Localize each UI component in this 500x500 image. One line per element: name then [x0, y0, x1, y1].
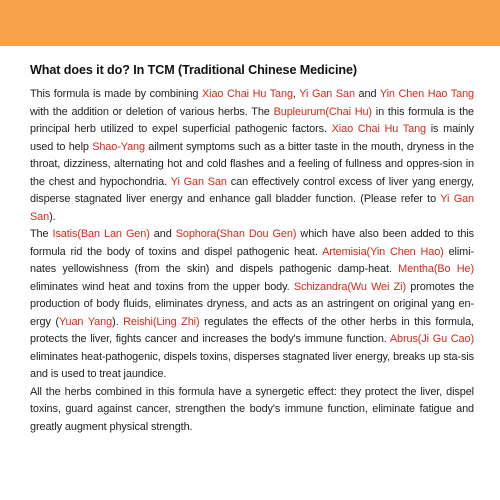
paragraph-text: This formula is made by combining — [30, 88, 202, 100]
herb-term: Artemisia(Yin Chen Hao) — [322, 245, 444, 258]
paragraph-text: eliminates wind heat and toxins from the upper body. — [30, 280, 294, 293]
herb-term: Isatis(Ban Lan Gen) — [52, 228, 150, 240]
herb-term: Yi Gan San — [299, 88, 355, 100]
paragraph — [30, 86, 474, 226]
herb-term: Shao-Yang — [92, 140, 145, 153]
paragraph — [30, 226, 474, 384]
herb-term: Yi Gan San — [30, 193, 474, 223]
herb-term: Xiao Chai Hu Tang — [331, 123, 426, 135]
herb-term: Sophora(Shan Dou Gen) — [175, 228, 297, 240]
paragraph-text: ). — [112, 315, 124, 328]
top-banner — [0, 0, 500, 46]
herb-term: Yin Chen Hao Tang — [379, 88, 474, 100]
herb-term: Bupleurum(Chai Hu) — [273, 105, 372, 118]
herb-term: Yuan Yang — [58, 315, 113, 328]
herb-term: Abrus(Ji Gu Cao) — [389, 333, 474, 345]
article — [30, 63, 474, 436]
paragraph-text: which have also been added to this formula rid the body of toxins and dispel pathogenic heat. — [30, 228, 474, 258]
paragraph-text: is mainly used to help — [30, 123, 474, 153]
paragraph-text: ailment symptoms such as a bitter taste in the mouth, dryness in the throat, dizziness, alternating hot and cold flashes and a feeling of fullness and oppres-sion in the chest and hypochondria. — [30, 140, 474, 188]
paragraph-text: with the addition or deletion of various herbs. The — [30, 105, 274, 118]
article-heading: What does it do? In TCM (Traditional Chinese Medicine) — [30, 63, 357, 77]
paragraph-text: elimi-nates yellowishness (from the skin) and dispels pathogenic damp-heat. — [30, 245, 474, 275]
herb-term: Reishi(Ling Zhi) — [123, 315, 200, 328]
paragraph-text: and — [354, 88, 380, 100]
herb-term: Mentha(Bo He) — [398, 263, 474, 275]
paragraph-text: All the herbs combined in this formula have a synergetic effect: they protect the liver, dispel toxins, guard against cancer, strengthen the body's immune function, eliminate fatigue and greatly augment physical strength. — [30, 385, 474, 433]
article-body — [30, 86, 474, 436]
paragraph — [30, 384, 474, 437]
paragraph-text: ). — [49, 210, 56, 223]
paragraph-text: The — [30, 228, 53, 240]
paragraph-text: , — [292, 88, 300, 100]
paragraph-text: and — [149, 228, 176, 240]
herb-term: Schizandra(Wu Wei Zi) — [293, 280, 407, 293]
paragraph-text: can effectively control excess of liver yang energy, disperse stagnated liver energy and enhance gall bladder function. (Please refer to — [30, 175, 474, 205]
herb-term: Yi Gan San — [170, 175, 227, 188]
herb-term: Xiao Chai Hu Tang — [201, 88, 293, 100]
paragraph-text: eliminates heat-pathogenic, dispels toxins, disperses stagnated liver energy, breaks up sta-sis and is used to treat jaundice. — [30, 350, 474, 380]
paragraph-text: regulates the effects of the other herbs in this formula, protects the liver, fights cancer and increases the body's immune function. — [30, 315, 474, 345]
paragraph-text: promotes the production of body fluids, eliminates dryness, and acts as an astringent on original yang en-ergy ( — [30, 280, 474, 328]
paragraph-text: in this formula is the principal herb utilized to expel superficial pathogenic factors. — [30, 105, 474, 135]
